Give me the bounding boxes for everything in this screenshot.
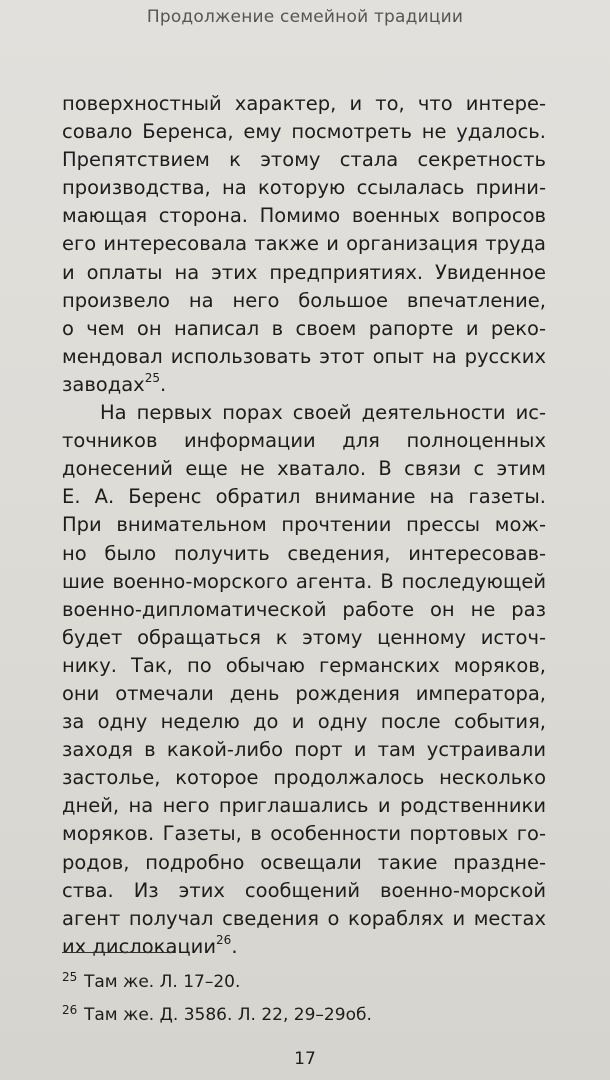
footnote-ref: 25 xyxy=(144,370,160,385)
text-line: за одну неделю до и одну после события, xyxy=(62,710,546,734)
text-line: произвело на него большое впечатление, xyxy=(62,288,546,312)
text-line: нику. Так, по обычаю германских моряков, xyxy=(62,653,546,677)
text-line: Препятствием к этому стала секретность xyxy=(62,148,546,172)
footnote-text: Там же. Д. 3586. Л. 22, 29–29об. xyxy=(84,1005,372,1025)
text-line: совало Беренса, ему посмотреть не удалось. xyxy=(62,120,546,144)
text-line: шие военно-морского агента. В последующей xyxy=(62,569,546,593)
text-line: родов, подробно освещали такие праздне- xyxy=(62,850,546,874)
text-line: точников информации для полноценных xyxy=(62,429,546,453)
footnote xyxy=(62,996,546,1029)
text-line: его интересовала также и организация труда xyxy=(62,232,546,256)
text-line: о чем он написал в своем рапорте и реко- xyxy=(62,316,546,340)
text-line: они отмечали день рождения императора, xyxy=(62,681,546,705)
text-line: агент получал сведения о кораблях и местах xyxy=(62,906,546,930)
text-line: Е. А. Беренс обратил внимание на газеты. xyxy=(62,485,546,509)
footnotes xyxy=(62,963,546,1029)
footnote-ref: 26 xyxy=(216,932,232,947)
footnote-text: Там же. Л. 17–20. xyxy=(84,972,241,992)
paragraph-first-line: На первых порах своей деятельности ис- xyxy=(100,401,546,425)
page-number: 17 xyxy=(294,1049,316,1069)
text-line: но было получить сведения, интересовав- xyxy=(62,541,546,565)
footnote-number: 25 xyxy=(62,970,78,984)
text-line-end: их дислокации$^{26}$. xyxy=(62,932,238,958)
text-line: будет обращаться к этому ценному источ- xyxy=(62,625,546,649)
running-head: Продолжение семейной традиции xyxy=(146,7,464,27)
footnote-number: 26 xyxy=(62,1003,78,1017)
text-line: заводах xyxy=(62,372,145,396)
text-line: ства. Из этих сообщений военно-морской xyxy=(62,878,546,902)
text-line: мендовал использовать этот опыт на русских xyxy=(62,344,546,368)
text-line: дней, на него приглашались и родственники xyxy=(62,794,546,818)
text-line: заходя в какой-либо порт и там устраивали xyxy=(62,738,546,762)
text-line: При внимательном прочтении прессы мож- xyxy=(62,513,546,537)
text-line: поверхностный характер, и то, что интере- xyxy=(62,92,546,115)
text-line: военно-дипломатической работе он не раз xyxy=(62,597,546,621)
main-text xyxy=(62,90,546,961)
text-line: моряков. Газеты, в особенности портовых го- xyxy=(62,822,546,846)
footnote-rule xyxy=(62,952,174,953)
text-line: мающая сторона. Помимо военных вопросов xyxy=(62,204,546,228)
text-line-end: заводах$^{25}$. xyxy=(62,370,167,396)
footnote xyxy=(62,963,546,996)
text-line: застолье, которое продолжалось несколько xyxy=(62,766,546,790)
text-line: и оплаты на этих предприятиях. Увиденное xyxy=(62,260,546,284)
text-line: их дислокации xyxy=(62,934,217,958)
text-line: производства, на которую ссылалась прини- xyxy=(62,176,546,200)
text-line: донесений еще не хватало. В связи с этим xyxy=(62,457,546,481)
